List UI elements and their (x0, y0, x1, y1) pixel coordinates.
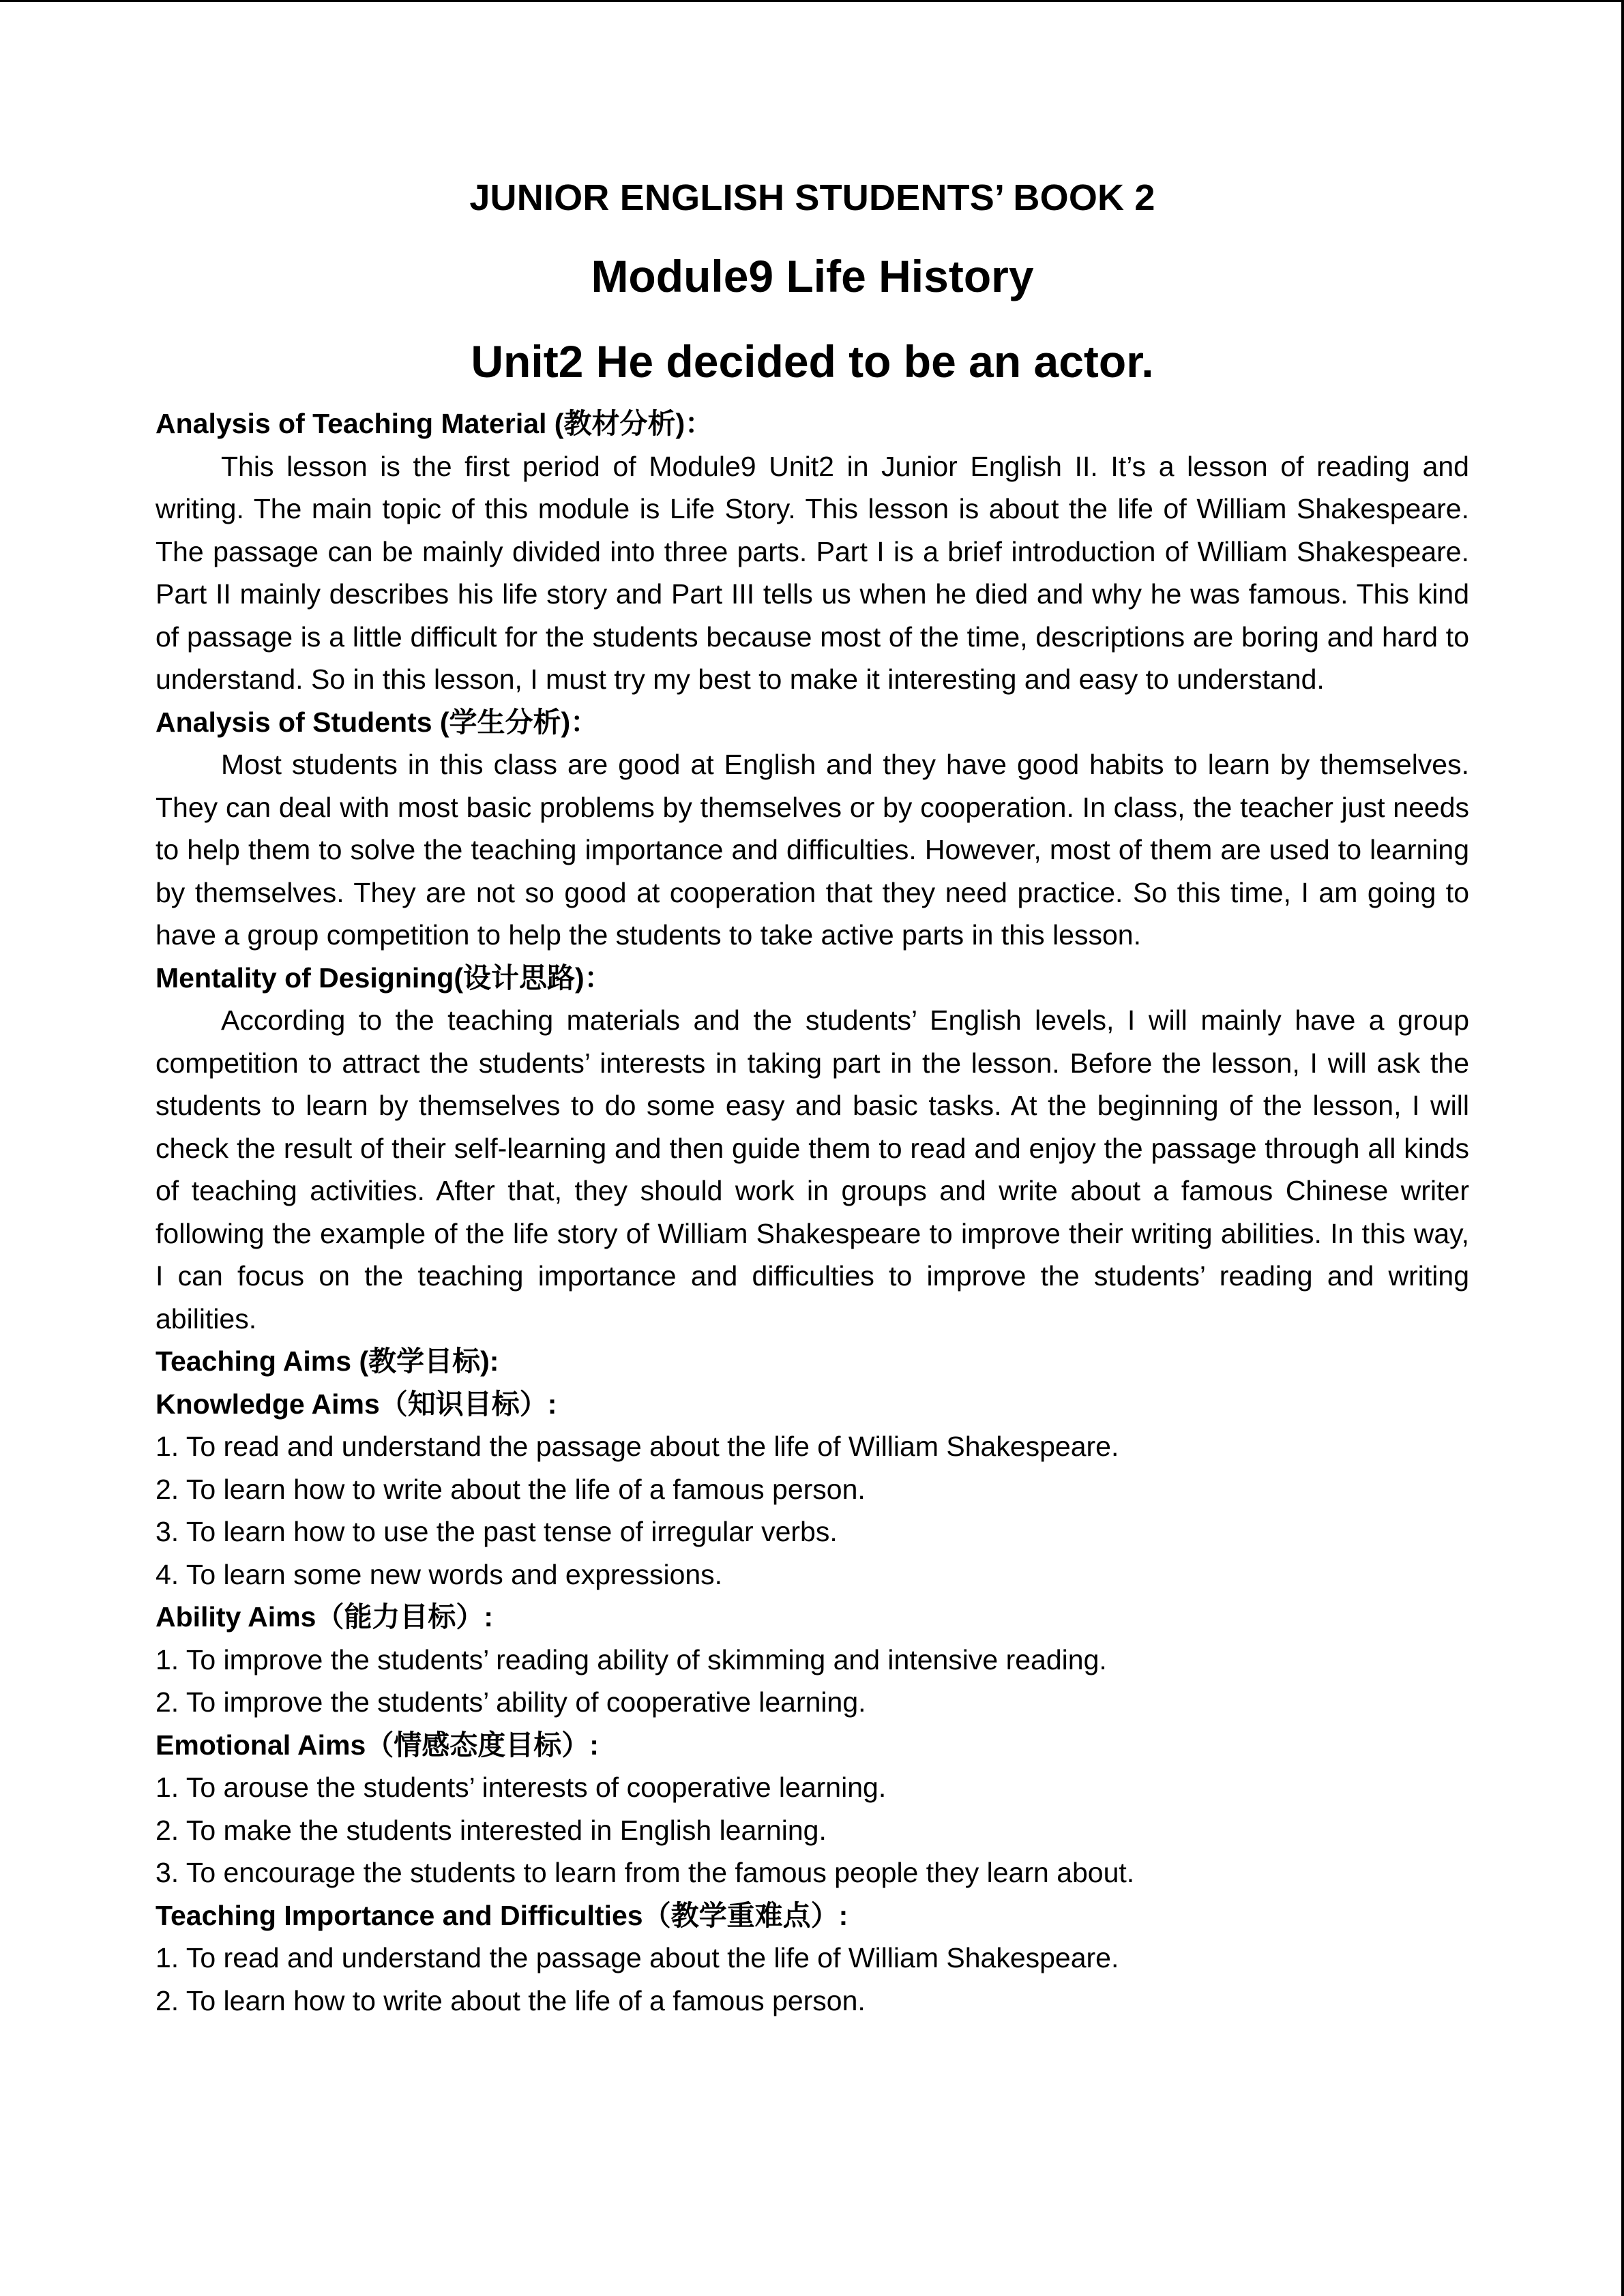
section-heading-students: Analysis of Students (学生分析)： (156, 706, 599, 738)
knowledge-aims-list (156, 1425, 1469, 1596)
list-item: 1. To read and understand the passage about the life of William Shakespeare. (156, 1942, 1119, 1973)
section-students (156, 701, 1469, 957)
page-right-border (1621, 0, 1624, 2296)
document-page (156, 164, 1469, 2022)
section-heading-teaching-aims: Teaching Aims (教学目标): (156, 1345, 499, 1377)
section-body-design: According to the teaching materials and the students’ English levels, I will mainly have a group competition to attract the students’ interests in taking part in the lesson. Before the lesson, I will ask the students to learn by themselves to do some easy and basic tasks. At the beginning of the lesson, I will check the result of their self-learning and then guide them to read and enjoy the passage through all kinds of teaching activities. After that, they should work in groups and write about a famous Chinese writer following the example of the life story of William Shakespeare to improve their writing abilities. In this way, I can focus on the teaching importance and difficulties to improve the students’ reading and writing abilities. (156, 1004, 1469, 1335)
list-item: 2. To learn how to write about the life of a famous person. (156, 1473, 866, 1505)
list-item: 2. To make the students interested in English learning. (156, 1814, 827, 1846)
subheading-ability-aims: Ability Aims（能力目标）: (156, 1601, 494, 1632)
section-heading-teaching-material: Analysis of Teaching Material (教材分析)： (156, 408, 713, 439)
list-item: 1. To arouse the students’ interests of cooperative learning. (156, 1772, 887, 1803)
module-title: Module9 Life History (591, 251, 1034, 301)
emotional-aims-list (156, 1766, 1469, 1894)
subheading-emotional-aims: Emotional Aims（情感态度目标）: (156, 1729, 599, 1761)
page-top-border (0, 0, 1624, 2)
ability-aims-list (156, 1639, 1469, 1724)
section-design (156, 957, 1469, 1341)
subheading-knowledge-aims: Knowledge Aims（知识目标）: (156, 1388, 557, 1420)
section-heading-design: Mentality of Designing(设计思路)： (156, 961, 612, 994)
list-item: 4. To learn some new words and expressions. (156, 1558, 723, 1590)
section-body-students: Most students in this class are good at English and they have good habits to learn by themselves. They can deal with most basic problems by themselves or by cooperation. In class, the teacher just needs to help them to solve the teaching importance and difficulties. However, most of them are used to learning by themselves. They are not so good at cooperation that they need practice. So this time, I am going to have a group competition to help the students to take active parts in this lesson. (156, 749, 1469, 951)
importance-difficulties-list (156, 1937, 1469, 2022)
unit-title: Unit2 He decided to be an actor. (471, 336, 1154, 387)
list-item: 1. To read and understand the passage about the life of William Shakespeare. (156, 1431, 1119, 1462)
list-item: 2. To learn how to write about the life of a famous person. (156, 1984, 866, 2016)
section-teaching-material (156, 402, 1469, 701)
list-item: 1. To improve the students’ reading ability of skimming and intensive reading. (156, 1643, 1107, 1675)
book-title: JUNIOR ENGLISH STUDENTS’ BOOK 2 (469, 177, 1155, 218)
section-body-teaching-material: This lesson is the first period of Module9 Unit2 in Junior English II. It’s a lesson of reading and writing. The main topic of this module is Life Story. This lesson is about the life of William Shakespeare. The passage can be mainly divided into three parts. Part I is a brief introduction of William Shakespeare. Part II mainly describes his life story and Part III tells us when he died and why he was famous. This kind of passage is a little difficult for the students because most of the time, descriptions are boring and hard to understand. So in this lesson, I must try my best to make it interesting and easy to understand. (156, 450, 1469, 695)
list-item: 3. To encourage the students to learn from the famous people they learn about. (156, 1857, 1135, 1888)
list-item: 3. To learn how to use the past tense of irregular verbs. (156, 1516, 838, 1547)
section-importance-difficulties (156, 1894, 1469, 2023)
section-heading-importance-difficulties: Teaching Importance and Difficulties（教学重难点）: (156, 1899, 848, 1931)
section-teaching-aims (156, 1340, 1469, 1894)
list-item: 2. To improve the students’ ability of cooperative learning. (156, 1686, 866, 1718)
